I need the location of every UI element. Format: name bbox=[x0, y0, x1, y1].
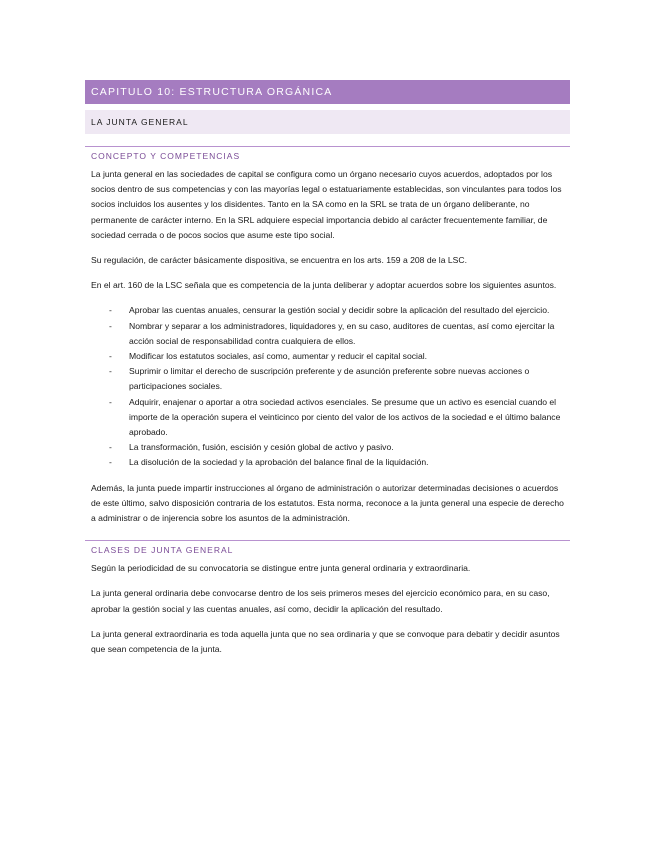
list-item: - Modificar los estatutos sociales, así como, aumentar y reducir el capital social. bbox=[85, 349, 570, 364]
section-header-bar bbox=[85, 110, 570, 134]
section-header: LA JUNTA GENERAL bbox=[91, 117, 189, 127]
list-item: - La disolución de la sociedad y la aprobación del balance final de la liquidación. bbox=[85, 455, 570, 470]
competencias-list bbox=[85, 303, 570, 470]
list-item: - La transformación, fusión, escisión y cesión global de activo y pasivo. bbox=[85, 440, 570, 455]
clases-paragraph-2: La junta general ordinaria debe convocarse dentro de los seis primeros meses del ejercicio económico para, en su caso, aprobar la gestión social y las cuentas anuales, así como, decidir la aplicación del resultado. bbox=[91, 588, 550, 614]
list-item: - Suprimir o limitar el derecho de suscripción preferente y de asunción preferente sobre nuevas acciones o participaciones sociales. bbox=[85, 364, 570, 394]
clases-paragraph-1: Según la periodicidad de su convocatoria se distingue entre junta general ordinaria y extraordinaria. bbox=[91, 563, 471, 574]
list-item: - Aprobar las cuentas anuales, censurar la gestión social y decidir sobre la aplicación del resultado del ejercicio. bbox=[85, 303, 570, 318]
concepto-paragraph-3: En el art. 160 de la LSC señala que es competencia de la junta deliberar y adoptar acuerdos sobre los siguientes asuntos. bbox=[91, 280, 557, 291]
chapter-title-bar bbox=[85, 80, 570, 104]
document-page bbox=[85, 80, 570, 657]
clases-paragraph-3: La junta general extraordinaria es toda aquella junta que no sea ordinaria y que se convoque para debatir y decidir asuntos que sean competencia de la junta. bbox=[91, 628, 560, 655]
list-item: - Adquirir, enajenar o aportar a otra sociedad activos esenciales. Se presume que un activo es esencial cuando el importe de la operación supera el veinticinco por ciento del valor de los activos de la sociedad e el último balance aprobado. bbox=[85, 395, 570, 441]
clases-heading: CLASES DE JUNTA GENERAL bbox=[85, 540, 570, 555]
concepto-paragraph-1: La junta general en las sociedades de capital se configura como un órgano necesario cuyos acuerdos, adoptados por los socios dentro de sus competencias y con las mayorías legal o estatuariamente establecidas, son vinculantes para todos los socios incluidos los ausentes y los disidentes. Tanto en la SA como en la SRL se trata de un órgano deliberante, no permanente de carácter interno. En la SRL adquiere especial importancia debido al carácter frecuentemente familiar, de sociedad cerrada o de pocos socios que asume este tipo social. bbox=[91, 169, 562, 240]
concepto-paragraph-2: Su regulación, de carácter básicamente dispositiva, se encuentra en los arts. 159 a 208 de la LSC. bbox=[91, 255, 467, 266]
chapter-title: CAPITULO 10: ESTRUCTURA ORGÁNICA bbox=[91, 86, 333, 98]
concepto-paragraph-4: Además, la junta puede impartir instrucciones al órgano de administración o autorizar determinadas decisiones o acuerdos de este último, salvo disposición contraria de los estatutos. Esta norma, reconoce a la junta general una especie de derecho a administrar o de injerencia sobre los asuntos de la administración. bbox=[91, 482, 564, 524]
list-item: - Nombrar y separar a los administradores, liquidadores y, en su caso, auditores de cuentas, así como ejercitar la acción social de responsabilidad contra cualquiera de ellos. bbox=[85, 319, 570, 349]
concepto-heading: CONCEPTO Y COMPETENCIAS bbox=[85, 146, 570, 161]
